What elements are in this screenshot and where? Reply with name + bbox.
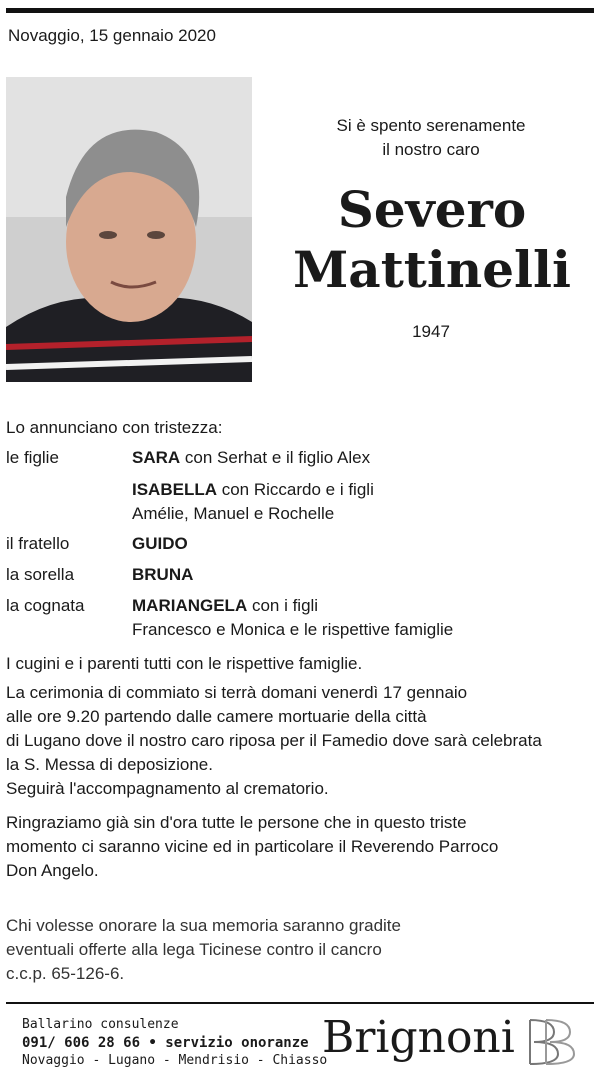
- mourner-name: MARIANGELA: [132, 596, 248, 615]
- relation-label: il fratello: [6, 534, 70, 553]
- intro-line-1: Si è spento serenamente: [336, 116, 526, 135]
- mourner-name: GUIDO: [132, 534, 188, 553]
- phone-services: 091/ 606 28 66 • servizio onoranze: [22, 1035, 309, 1051]
- mourner-entry: [132, 478, 374, 526]
- cousins-paragraph: I cugini e i parenti tutti con le rispettive famiglie.: [6, 654, 363, 673]
- mourner-name: ISABELLA: [132, 480, 217, 499]
- ceremony-line: La cerimonia di commiato si terrà domani venerdì 17 gennaio: [6, 683, 468, 702]
- thanks-line: Don Angelo.: [6, 861, 99, 880]
- mourner-entry: [132, 594, 453, 642]
- birth-year: 1947: [412, 322, 450, 341]
- monogram-icon: [520, 1012, 580, 1072]
- donation-line: eventuali offerte alla lega Ticinese contro il cancro: [6, 940, 382, 959]
- portrait-image: [6, 77, 252, 382]
- mourner-detail-2: Amélie, Manuel e Rochelle: [132, 504, 335, 523]
- relation-label: la sorella: [6, 565, 75, 584]
- portrait-photo: [6, 77, 252, 382]
- mourner-name: SARA: [132, 448, 181, 467]
- funeral-home-info: [22, 1016, 327, 1070]
- mourner-entry: [132, 532, 188, 556]
- footer-rule: [6, 1002, 594, 1004]
- brand-logo: Brignoni: [322, 1012, 515, 1063]
- donation-note: [6, 914, 596, 986]
- thanks-line: momento ci saranno vicine ed in particolare il Reverendo Parroco: [6, 837, 499, 856]
- intro-text: [296, 114, 566, 162]
- last-name: Mattinelli: [292, 240, 572, 299]
- mourner-detail: con Riccardo e i figli: [217, 480, 374, 499]
- ceremony-paragraph: [6, 681, 596, 801]
- ceremony-line: la S. Messa di deposizione.: [6, 755, 213, 774]
- thanks-line: Ringraziamo già sin d'ora tutte le persone che in questo triste: [6, 813, 467, 832]
- relation-label: le figlie: [6, 448, 59, 467]
- donation-line: Chi volesse onorare la sua memoria saranno gradite: [6, 916, 401, 935]
- relation-label: la cognata: [6, 596, 85, 615]
- mourner-detail: con Serhat e il figlio Alex: [180, 448, 371, 467]
- mourner-detail-2: Francesco e Monica e le rispettive famiglie: [132, 620, 454, 639]
- firm-name: Ballarino consulenze: [22, 1017, 179, 1032]
- place-date: Novaggio, 15 gennaio 2020: [8, 26, 216, 45]
- locations: Novaggio - Lugano - Mendrisio - Chiasso: [22, 1053, 328, 1068]
- mourner-name: BRUNA: [132, 565, 194, 584]
- donation-line: c.c.p. 65-126-6.: [6, 964, 125, 983]
- mourner-detail: con i figli: [247, 596, 319, 615]
- deceased-name: [272, 180, 592, 300]
- first-name: Severo: [337, 180, 527, 239]
- thanks-paragraph: [6, 811, 596, 883]
- intro-line-2: il nostro caro: [382, 140, 480, 159]
- ceremony-line: di Lugano dove il nostro caro riposa per il Famedio dove sarà celebrata: [6, 731, 542, 750]
- mourner-entry: [132, 563, 193, 587]
- ceremony-line: Seguirà l'accompagnamento al crematorio.: [6, 779, 329, 798]
- ceremony-line: alle ore 9.20 partendo dalle camere mortuarie della città: [6, 707, 427, 726]
- top-rule: [6, 8, 594, 13]
- mourners-heading: Lo annunciano con tristezza:: [6, 418, 223, 437]
- mourner-entry: [132, 446, 370, 470]
